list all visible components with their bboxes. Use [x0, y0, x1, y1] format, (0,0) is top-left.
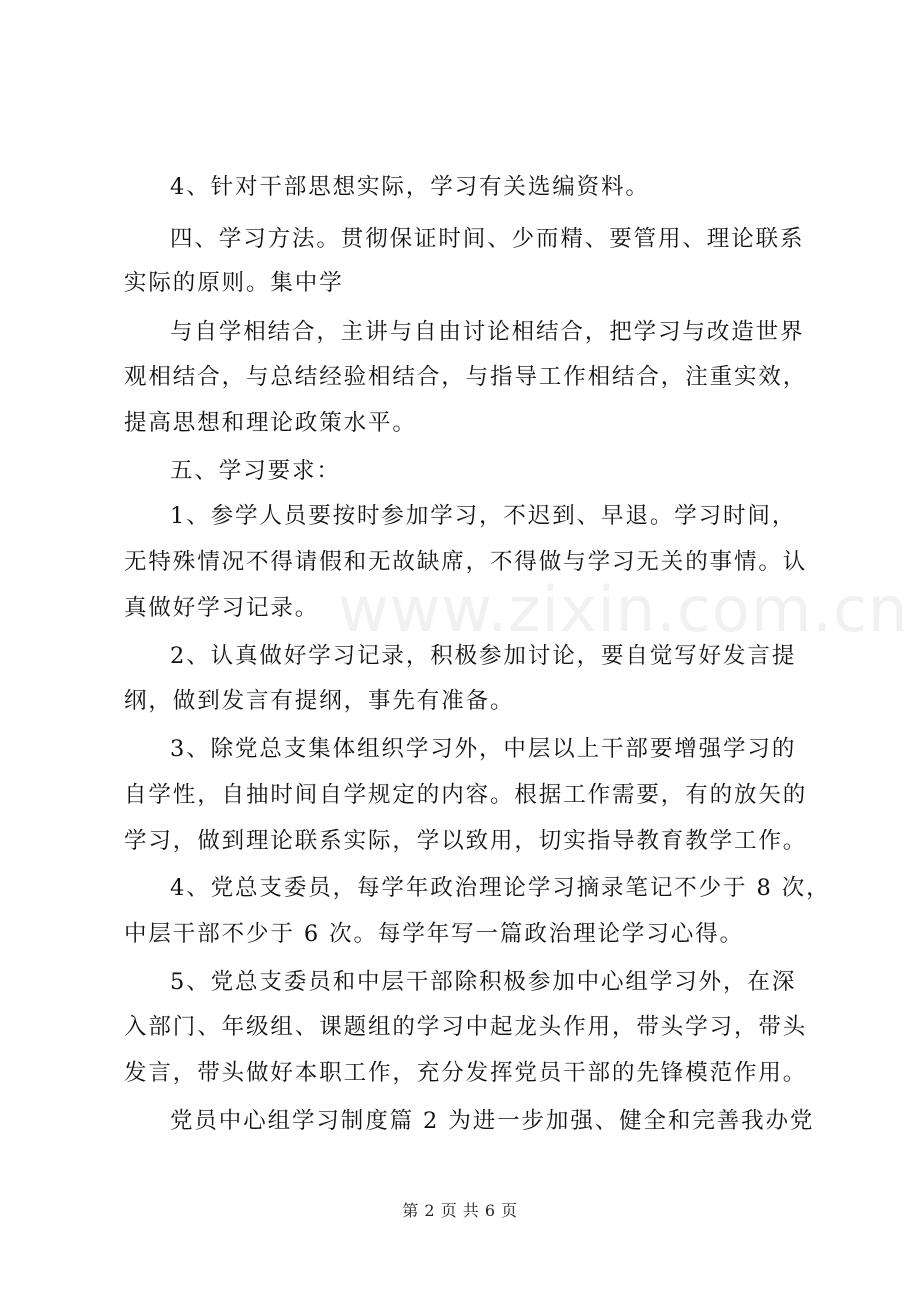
- paragraph-line: 提高思想和理论政策水平。: [124, 410, 417, 436]
- paragraph-line: 实际的原则。集中学: [124, 270, 344, 296]
- paragraph-line: 纲，做到发言有提纲，事先有准备。: [124, 688, 515, 714]
- paragraph-line: 5、党总支委员和中层干部除积极参加中心组学习外，在深: [170, 969, 797, 995]
- paragraph-line: 4、针对干部思想实际，学习有关选编资料。: [170, 174, 650, 200]
- paragraph-line: 学习，做到理论联系实际，学以致用，切实指导教育教学工作。: [124, 828, 808, 854]
- paragraph-line: 3、除党总支集体组织学习外，中层以上干部要增强学习的: [170, 736, 797, 762]
- paragraph-line: 观相结合，与总结经验相结合，与指导工作相结合，注重实效，: [124, 364, 808, 390]
- page-footer: 第 2 页 共 6 页: [402, 1201, 518, 1220]
- paragraph-line: 中层干部不少于 6 次。每学年写一篇政治理论学习心得。: [124, 921, 744, 947]
- paragraph-line: 真做好学习记录。: [124, 595, 320, 621]
- paragraph-line: 自学性，自抽时间自学规定的内容。根据工作需要，有的放矢的: [124, 782, 808, 808]
- paragraph-line: 四、学习方法。贯彻保证时间、少而精、要管用、理论联系: [170, 226, 805, 252]
- paragraph-line: 与自学相结合，主讲与自由讨论相结合，把学习与改造世界: [170, 319, 805, 345]
- watermark: www.zixin.com.cn: [338, 573, 909, 646]
- paragraph-line: 无特殊情况不得请假和无故缺席，不得做与学习无关的事情。认: [124, 549, 808, 575]
- section-heading: 五、学习要求：: [170, 458, 341, 484]
- paragraph-line: 入部门、年级组、课题组的学习中起龙头作用，带头学习，带头: [124, 1014, 808, 1040]
- paragraph-line: 4、党总支委员，每学年政治理论学习摘录笔记不少于 8 次，: [170, 875, 831, 901]
- paragraph-line: 发言，带头做好本职工作，充分发挥党员干部的先锋模范作用。: [124, 1060, 808, 1086]
- paragraph-line: 1、参学人员要按时参加学习，不迟到、早退。学习时间，: [170, 503, 797, 529]
- paragraph-line: 2、认真做好学习记录，积极参加讨论，要自觉写好发言提: [170, 643, 797, 669]
- paragraph-line: 党员中心组学习制度篇 2 为进一步加强、健全和完善我办党: [170, 1108, 815, 1134]
